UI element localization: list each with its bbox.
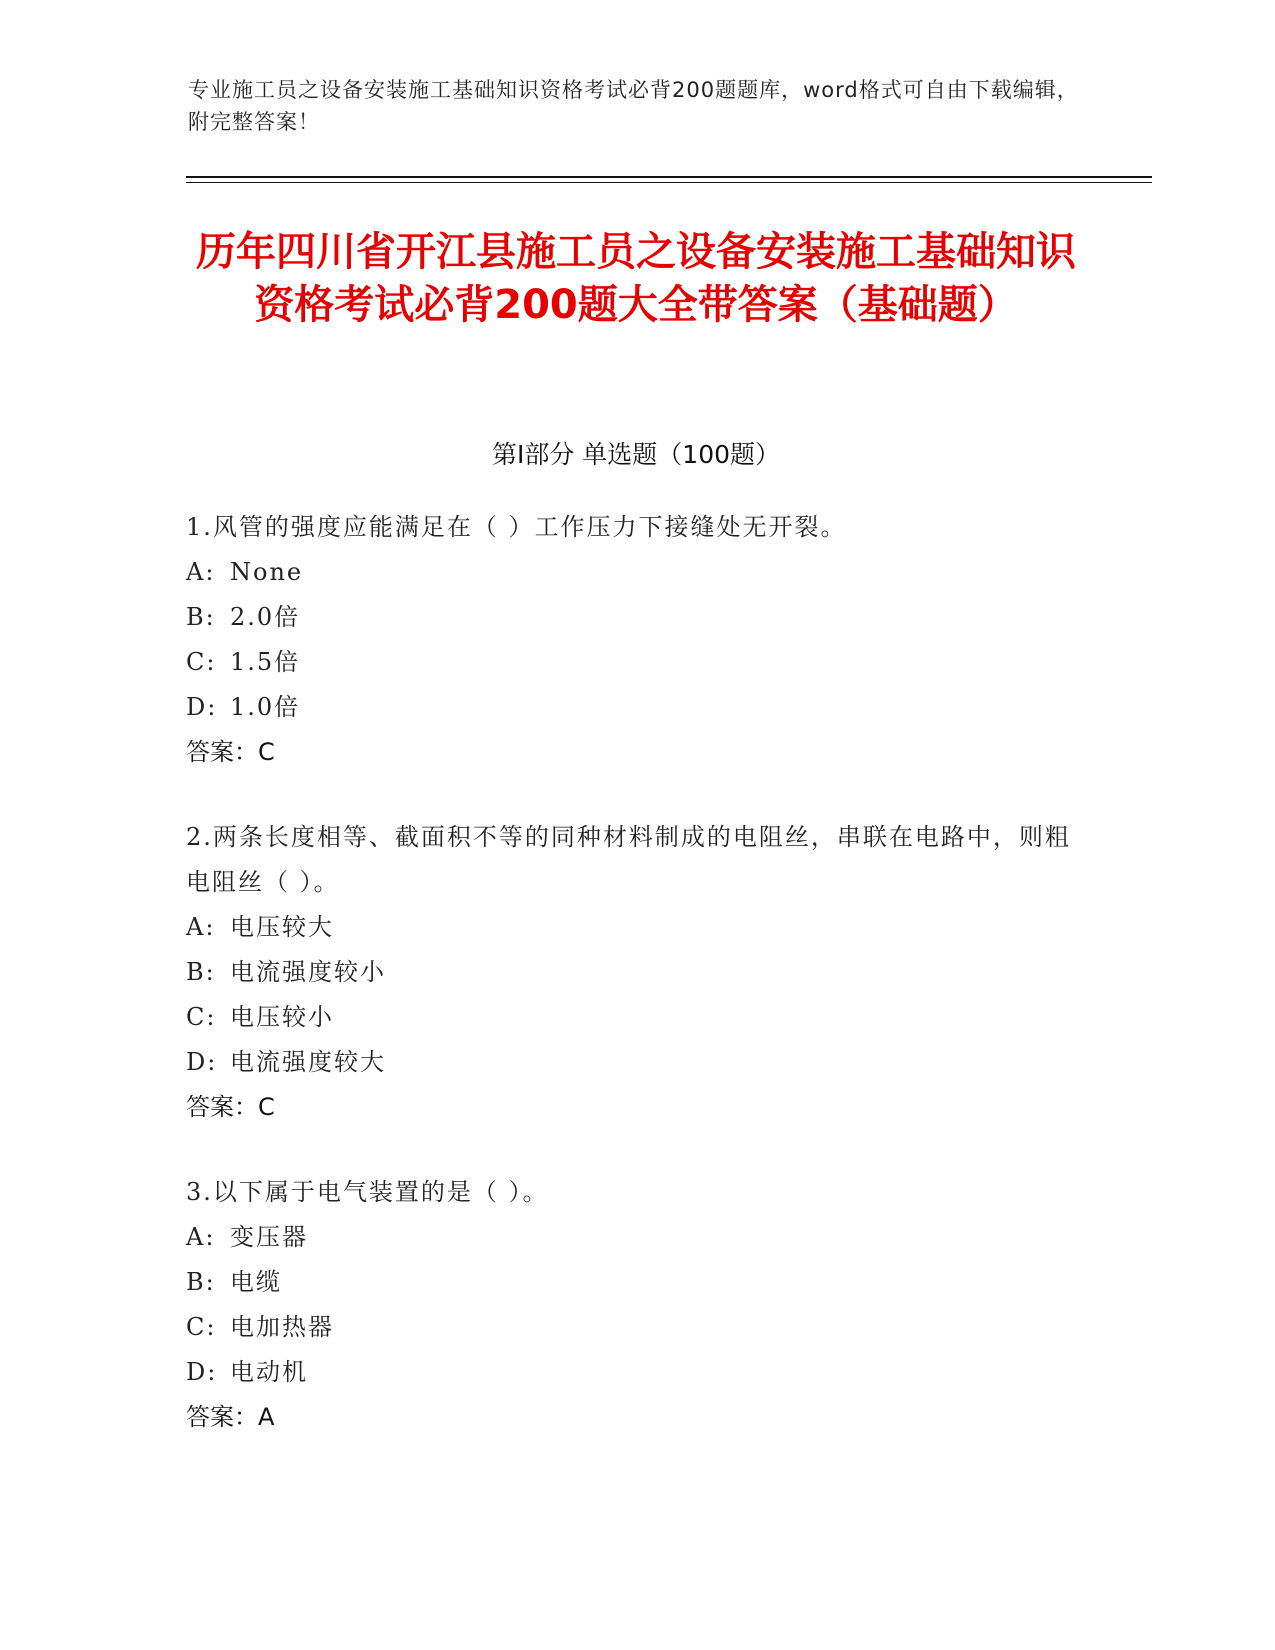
option-letter: C: [186,648,217,676]
question-2 [186,815,1086,1130]
option-text: 电流强度较大 [230,1048,386,1076]
option-text: 电动机 [230,1358,308,1386]
answer-line: 答案：C [186,1093,275,1121]
option-a [186,550,1086,595]
option-d [186,1040,1086,1085]
question-stem: 2.两条长度相等、截面积不等的同种材料制成的电阻丝，串联在电路中，则粗电阻丝（ ）。 [186,823,1071,896]
option-text: 电加热器 [230,1313,334,1341]
option-text: 1.5倍 [230,648,301,676]
option-c [186,1305,1086,1350]
header-divider-thin [186,182,1152,183]
question-3 [186,1170,1086,1440]
option-letter: B: [186,958,216,986]
option-b [186,1260,1086,1305]
option-text: 变压器 [230,1223,308,1251]
option-letter: B: [186,603,216,631]
option-text: 电流强度较小 [230,958,386,986]
header-divider-thick [186,176,1152,178]
option-letter: C: [186,1313,217,1341]
question-stem: 1.风管的强度应能满足在（ ）工作压力下接缝处无开裂。 [186,513,847,541]
option-text: 1.0倍 [230,693,301,721]
question-1 [186,505,1086,775]
option-text: 电压较小 [230,1003,334,1031]
option-c [186,995,1086,1040]
option-letter: A: [186,558,216,586]
question-stem: 3.以下属于电气装置的是（ ）。 [186,1178,549,1206]
option-b [186,950,1086,995]
option-b [186,595,1086,640]
option-text: 电压较大 [230,913,334,941]
header-note: 专业施工员之设备安装施工基础知识资格考试必背200题题库，word格式可自由下载编辑，附完整答案！ [188,78,1079,134]
option-a [186,905,1086,950]
option-text: 2.0倍 [230,603,301,631]
answer-line: 答案：A [186,1403,275,1431]
document-title: 历年四川省开江县施工员之设备安装施工基础知识资格考试必背200题大全带答案（基础题） [196,229,1076,328]
option-text: 电缆 [230,1268,282,1296]
option-d [186,685,1086,730]
option-letter: C: [186,1003,217,1031]
section-heading: 第Ⅰ部分 单选题（100题） [491,440,781,469]
option-letter: D: [186,693,218,721]
option-letter: A: [186,1223,216,1251]
option-a [186,1215,1086,1260]
answer-line: 答案：C [186,738,275,766]
option-c [186,640,1086,685]
option-d [186,1350,1086,1395]
option-text: None [230,558,304,586]
option-letter: A: [186,913,216,941]
option-letter: D: [186,1048,218,1076]
option-letter: B: [186,1268,216,1296]
option-letter: D: [186,1358,218,1386]
